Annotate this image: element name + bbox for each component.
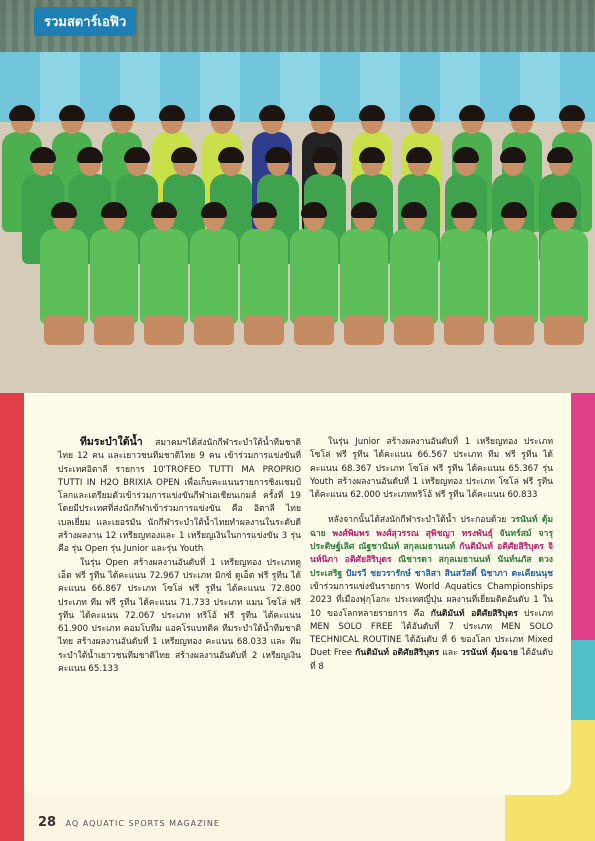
swimming-pool xyxy=(0,52,595,122)
athlete-name: จันทร์สม์ จารุประดิษฐ์เลิศ ณัฐชานันท์ สกุลเมธานนท์ xyxy=(310,528,553,553)
lead-heading: ทีมระบำใต้น้ำ xyxy=(80,436,143,448)
athlete-name: ปัมรวี ชยวรารักษ์ ชาลิสา สินสวัสดิ์ นิชาภา ตะเคียนนุช xyxy=(345,568,553,579)
athlete-name: กันติมันท์ อติศัยสิริบุตร xyxy=(430,608,518,619)
team-member-hair xyxy=(401,202,427,218)
team-member-hair xyxy=(309,105,335,121)
team-member-hair xyxy=(406,147,432,163)
article-column-right xyxy=(310,436,553,674)
team-member-figure xyxy=(340,229,388,324)
team-member-legs xyxy=(194,315,234,345)
team-member-hair xyxy=(159,105,185,121)
team-member-figure xyxy=(440,229,488,324)
team-member-figure xyxy=(240,229,288,324)
team-member-legs xyxy=(344,315,384,345)
team-member-hair xyxy=(124,147,150,163)
team-member-hair xyxy=(351,202,377,218)
team-member-hair xyxy=(551,202,577,218)
team-member-legs xyxy=(444,315,484,345)
team-member-figure xyxy=(490,229,538,324)
team-member-hair xyxy=(359,147,385,163)
team-member-hair xyxy=(30,147,56,163)
team-member-hair xyxy=(547,147,573,163)
athlete-name: วรนันท์ ตุ้มฉาย xyxy=(310,515,554,539)
team-member-figure xyxy=(40,229,88,324)
team-member-hair xyxy=(171,147,197,163)
team-member-hair xyxy=(451,202,477,218)
team-member-hair xyxy=(459,105,485,121)
team-member-hair xyxy=(453,147,479,163)
team-member-hair xyxy=(500,147,526,163)
team-member-hair xyxy=(201,202,227,218)
team-member-hair xyxy=(51,202,77,218)
team-member-hair xyxy=(151,202,177,218)
team-member-figure xyxy=(290,229,338,324)
paragraph-text: หลังจากนั้นได้ส่งนักกีฬาระบำใต้น้ำ ประกอบด้วย xyxy=(328,515,507,526)
team-member-legs xyxy=(144,315,184,345)
team-photo xyxy=(0,0,595,393)
team-member-hair xyxy=(59,105,85,121)
team-member-hair xyxy=(109,105,135,121)
article-column-left xyxy=(58,436,301,676)
team-member-hair xyxy=(251,202,277,218)
team-member-legs xyxy=(244,315,284,345)
team-member-hair xyxy=(359,105,385,121)
paragraph-text: ในรุ่น Open สร้างผลงานอันดับที่ 1 เหรียญทอง ประเภทดูเอ็ต ฟรี รูทีน ได้คะแนน 72.967 ประเภท มิกซ์ ดูเอ็ต ฟรี รูทีน ได้คะแนน 66.867 ประเภท โซโล่ ฟรี รูทีน ได้คะแนน 72.800 ประเภท ทีม ฟรี รูทีน ได้คะแนน 71.733 ประเภท แมน โซโล่ ฟรี รูทีน ได้คะแนน 72.067 ประเภท ทริโอ้ ฟรี รูทีน ได้คะแนน 61.900 ประเภท คอมโบทีม แอคโรแบทติค ทีมระบำใต้น้ำทีมชาติไทย สร้างผลงานอันดับที่ 1 เหรียญทอง คะแนน 68.033 และ ทีมระบำใต้น้ำเยาวชนทีมชาติไทย สร้างผลงานอันดับที่ 2 เหรียญเงิน คะแนน 65.133 xyxy=(58,557,301,675)
conjunction: และ xyxy=(439,648,461,659)
team-member-hair xyxy=(312,147,338,163)
left-red-stripe xyxy=(0,393,24,841)
team-member-hair xyxy=(9,105,35,121)
page-number: 28 xyxy=(38,815,57,830)
team-member-hair xyxy=(259,105,285,121)
team-member-hair xyxy=(559,105,585,121)
team-member-figure xyxy=(390,229,438,324)
team-member-legs xyxy=(394,315,434,345)
team-member-legs xyxy=(494,315,534,345)
athlete-name: วรนันท์ ตุ้มฉาย xyxy=(460,648,518,659)
article-panel xyxy=(24,393,571,795)
team-member-hair xyxy=(265,147,291,163)
team-member-hair xyxy=(301,202,327,218)
athlete-name: ณิชารดา สกุลเมธานนท์ นันท์นภัส ดวงประเสริฐ xyxy=(310,555,553,579)
paragraph-text: ได้อันดับที่ 8 xyxy=(310,648,553,672)
team-member-legs xyxy=(44,315,84,345)
team-member-legs xyxy=(94,315,134,345)
paragraph-text: สมาคมฯได้ส่งนักกีฬาระบำใต้น้ำทีมชาติไทย 12 คน และเยาวชนทีมชาติไทย 9 คน เข้าร่วมการแข่งขันที่ประเทศอิตาลี รายการ 10'TROFEO TUTTI MA PROPRIO TUTTI IN H2O BRIXIA OPEN เพื่อเก็บคะแนนรายการชิงแชมป์โลกและเตรียมตัวเข้าร่วมการแข่งขันกีฬาเอเชียนเกมส์ ครั้งที่ 19 โดยมีประเทศที่ส่งนักกีฬาเข้าร่วมการแข่งขัน คือ อิตาลี ไทย เบลเยี่ยม และเยอรมัน นักกีฬาระบำใต้น้ำไทยทำผลงานในระดับดีสร้างผลงาน 12 เหรียญทองและ 1 เหรียญเงินในการแข่งขัน 3 รุ่น คือ รุ่น Open รุ่น Junior และรุ่น Youth xyxy=(58,438,301,555)
team-member-figure xyxy=(190,229,238,324)
team-member-figure xyxy=(540,229,588,324)
paragraph-text: ประเภท MEN SOLO FREE ได้อันดับที่ 7 ประเภท MEN SOLO TECHNICAL ROUTINE ได้อันดับ ที่ 6 ของโลก ประเภท Mixed Duet Free xyxy=(310,608,554,659)
team-member-hair xyxy=(101,202,127,218)
team-member-figure xyxy=(90,229,138,324)
team-member-hair xyxy=(501,202,527,218)
athlete-name: พงศ์พิมพร พงศ์สุวรรณ สุพิชญา ทรงพันธุ์ xyxy=(332,528,493,539)
team-member-legs xyxy=(544,315,584,345)
team-member-hair xyxy=(209,105,235,121)
athlete-name: กันติมันท์ อติศัยสิริบุตร จินห์นิภา อติศัยสิริบุตร xyxy=(310,542,554,566)
team-member-hair xyxy=(509,105,535,121)
team-member-figure xyxy=(140,229,188,324)
athlete-name: กันติมันท์ อติศัยสิริบุตร xyxy=(355,648,440,659)
team-member-legs xyxy=(294,315,334,345)
page-footer xyxy=(38,815,220,830)
team-member-hair xyxy=(218,147,244,163)
paragraph-text: ในรุ่น Junior สร้างผลงานอันดับที่ 1 เหรียญทอง ประเภทโซโล่ ฟรี รูทีน ได้คะแนน 66.567 ประเภท ทีม ฟรี รูทีน ได้คะแนน 68.367 ประเภท โซโล่ ฟรี รูทีน ได้คะแนน 65.367 รุ่น Youth สร้างผลงานอันดับที่ 1 เหรียญทอง ประเภท โซโล่ ฟรี รูทีน ได้คะแนน 62.000 ประเภททริโอ้ ฟรี รูทีน ได้คะแนน 60.833 xyxy=(310,437,553,501)
section-badge: รวมสตาร์เอฟิว xyxy=(34,7,136,36)
paragraph-text: เข้าร่วมการแข่งขันรายการ World Aquatics Championships 2023 ที่เมืองฟุกุโอกะ ประเทศญี่ปุ่น ผลงานที่เยี่ยมติดอันดับ 1 ใน 10 ของโลกหลายรายการ คือ xyxy=(310,581,553,619)
magazine-name: AQ AQUATIC SPORTS MAGAZINE xyxy=(65,819,220,828)
team-member-hair xyxy=(409,105,435,121)
team-member-hair xyxy=(77,147,103,163)
